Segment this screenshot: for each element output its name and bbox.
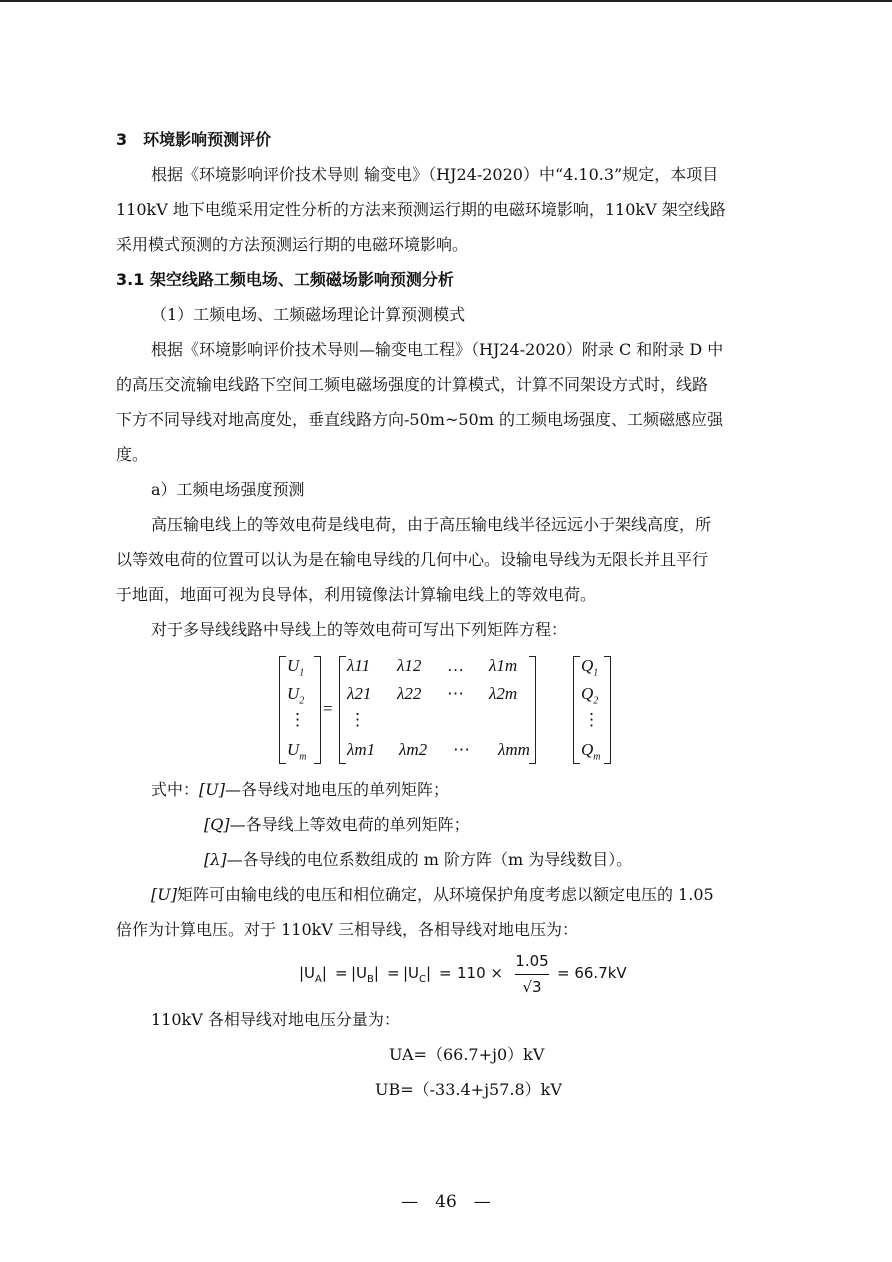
ub-component: UB=（-33.4+j57.8）kV	[375, 1080, 562, 1099]
lambda-2m: λ2m	[489, 684, 518, 703]
lambda-bracket-right	[529, 656, 536, 764]
legend-u: 式中：[U]—各导线对地电压的单列矩阵；	[151, 780, 449, 799]
equiv-charge-para-line-1: 高压输电线上的等效电荷是线电荷，由于高压输电线半径远远小于架线高度，所	[151, 515, 712, 534]
subheading-calc-model: （1）工频电场、工频磁场理论计算预测模式	[151, 305, 466, 324]
section-3-para-line-3: 采用模式预测的方法预测运行期的电磁环境影响。	[116, 235, 469, 254]
u-bracket-left	[279, 656, 286, 764]
eq-result: = 66.7kV	[557, 964, 627, 982]
u-m: $U_m$	[287, 740, 307, 763]
page-number: — 46 —	[401, 1192, 491, 1212]
voltage-para-line-2: 倍作为计算电压。对于 110kV 三相导线，各相导线对地电压为：	[116, 920, 578, 939]
lambda-21: λ21	[347, 684, 372, 703]
eq-sign-2: =	[387, 964, 400, 982]
matrix-equals: =	[323, 699, 333, 718]
lambda-mm: λmm	[498, 740, 530, 759]
legend-lambda: [λ]—各导线的电位系数组成的 m 阶方阵（m 为导线数目）。	[204, 850, 633, 869]
components-intro: 110kV 各相导线对地电压分量为：	[151, 1010, 400, 1029]
section-3-para-line-1: 根据《环境影响评价技术导则 输变电》（HJ24-2020）中“4.10.3”规定，本项目	[151, 165, 719, 184]
q-m: $Q_m$	[581, 740, 601, 763]
u-vdots: ⋮	[289, 710, 306, 729]
subheading-electric-field: a）工频电场强度预测	[151, 480, 305, 499]
section-3-1-para-line-3: 下方不同导线对地高度处，垂直线路方向-50m~50m 的工频电场强度、工频磁感应强	[116, 410, 723, 429]
eq-sign-3: =	[439, 964, 452, 982]
lambda-m1: λm1	[347, 740, 376, 759]
u-bracket-right	[314, 656, 321, 764]
lambda-m2: λm2	[399, 740, 428, 759]
top-border-line	[0, 0, 892, 2]
section-3-1-para-line-2: 的高压交流输电线路下空间工频电磁场强度的计算模式，计算不同架设方式时，线路	[116, 375, 709, 394]
matrix-intro-line: 对于多导线线路中导线上的等效电荷可写出下列矩阵方程：	[151, 620, 568, 639]
section-3-1-para-line-4: 度。	[116, 445, 149, 464]
lambda-22: λ22	[397, 684, 422, 703]
lambda-row4-dots: ⋯	[453, 740, 470, 759]
lambda-row1-dots: …	[447, 656, 464, 675]
frac-denominator: √3	[522, 978, 542, 996]
q-vdots: ⋮	[583, 710, 600, 729]
legend-q: [Q]—各导线上等效电荷的单列矩阵；	[204, 815, 470, 834]
section-3-1-heading: 3.1 架空线路工频电场、工频磁场影响预测分析	[116, 270, 454, 289]
q-1: $Q_1$	[581, 656, 599, 679]
q-bracket-left	[573, 656, 580, 764]
lambda-vdots: ⋮	[349, 710, 366, 729]
u-1: $U_1$	[287, 656, 305, 679]
lambda-11: λ11	[347, 656, 371, 675]
ua-abs: $|U_A|$	[299, 964, 327, 985]
eq-110: 110 ×	[457, 964, 503, 982]
section-3-heading: 3 环境影响预测评价	[116, 130, 272, 149]
uc-abs: $|U_C|$	[403, 964, 432, 985]
voltage-para-line-1: [U]矩阵可由输电线的电压和相位确定，从环境保护角度考虑以额定电压的 1.05	[151, 885, 714, 904]
u-2: $U_2$	[287, 684, 305, 707]
lambda-row2-dots: ⋯	[447, 684, 464, 703]
eq-sign-1: =	[335, 964, 348, 982]
section-3-1-para-line-1: 根据《环境影响评价技术导则—输变电工程》（HJ24-2020）附录 C 和附录 D 中	[151, 340, 724, 359]
section-3-para-line-2: 110kV 地下电缆采用定性分析的方法来预测运行期的电磁环境影响，110kV 架空线路	[116, 200, 726, 219]
lambda-bracket-left	[339, 656, 346, 764]
frac-line	[515, 974, 549, 975]
q-bracket-right	[604, 656, 611, 764]
lambda-1m: λ1m	[489, 656, 518, 675]
q-2: $Q_2$	[581, 684, 599, 707]
equiv-charge-para-line-2: 以等效电荷的位置可以认为是在输电导线的几何中心。设输电导线为无限长并且平行	[116, 550, 709, 569]
ub-abs: $|U_B|$	[351, 964, 379, 985]
ua-component: UA=（66.7+j0）kV	[389, 1045, 545, 1064]
frac-numerator: 1.05	[515, 952, 549, 970]
equiv-charge-para-line-3: 于地面，地面可视为良导体，利用镜像法计算输电线上的等效电荷。	[116, 585, 597, 604]
lambda-12: λ12	[397, 656, 422, 675]
